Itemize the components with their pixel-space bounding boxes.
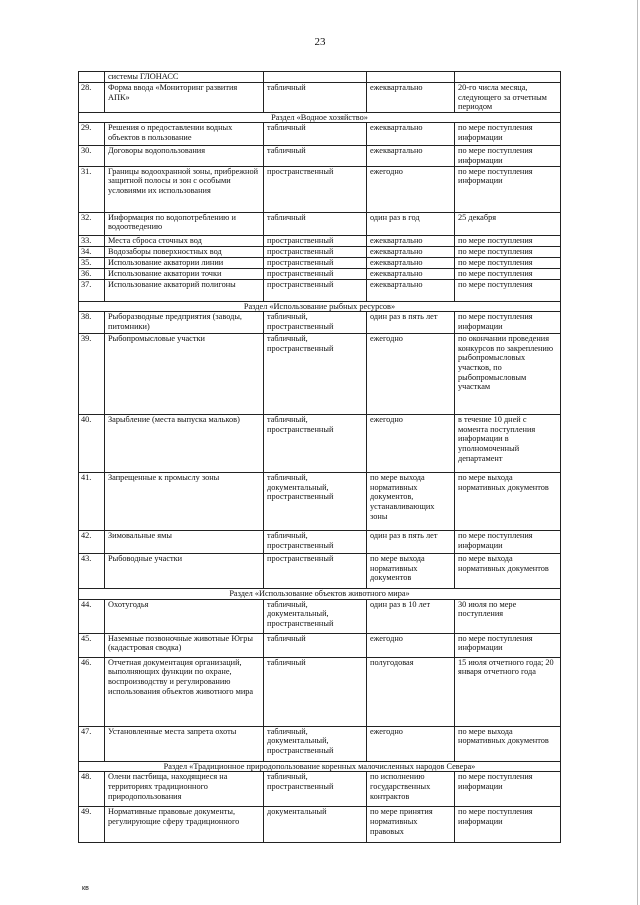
data-format: документальный [264, 807, 367, 843]
section-title: Раздел «Водное хозяйство» [79, 112, 561, 123]
submission-deadline: по мере поступления информации [455, 531, 561, 554]
section-title: Раздел «Использование объектов животного мира» [79, 589, 561, 600]
row-number: 28. [79, 83, 105, 113]
submission-deadline: 15 июля отчетного года; 20 января отчетного года [455, 657, 561, 726]
submission-deadline [455, 72, 561, 83]
table-row [79, 257, 561, 268]
table-row [79, 726, 561, 761]
row-number: 48. [79, 772, 105, 807]
update-frequency [367, 72, 455, 83]
section-header-row [79, 761, 561, 772]
update-frequency: один раз в пять лет [367, 312, 455, 334]
section-header-row [79, 112, 561, 123]
item-name: Рыбоводные участки [105, 554, 264, 589]
update-frequency: ежегодно [367, 334, 455, 415]
table-row [79, 334, 561, 415]
table-row [79, 657, 561, 726]
table-row [79, 235, 561, 246]
data-format: табличный, пространственный [264, 415, 367, 473]
data-format: табличный, пространственный [264, 772, 367, 807]
row-number: 47. [79, 726, 105, 761]
data-format: пространственный [264, 166, 367, 212]
item-name: Границы водоохранной зоны, прибрежной защитной полосы и зон с особыми условиями их использования [105, 166, 264, 212]
table-row [79, 72, 561, 83]
table-row [79, 633, 561, 657]
table-row [79, 246, 561, 257]
item-name: Рыбопромысловые участки [105, 334, 264, 415]
row-number: 45. [79, 633, 105, 657]
submission-deadline: в течение 10 дней с момента поступления информации в уполномоченный департамент [455, 415, 561, 473]
update-frequency: ежеквартально [367, 257, 455, 268]
footer-mark: кв [82, 885, 89, 892]
item-name: Использование акватории линии [105, 257, 264, 268]
row-number: 46. [79, 657, 105, 726]
submission-deadline: по мере поступления информации [455, 633, 561, 657]
row-number: 42. [79, 531, 105, 554]
table-row [79, 279, 561, 301]
item-name: Нормативные правовые документы, регулирующие сферу традиционного [105, 807, 264, 843]
submission-deadline: по мере поступления [455, 235, 561, 246]
submission-deadline: по мере выхода нормативных документов [455, 726, 561, 761]
table-row [79, 599, 561, 633]
table-row [79, 807, 561, 843]
item-name: Места сброса сточных вод [105, 235, 264, 246]
update-frequency: по мере принятия нормативных правовых [367, 807, 455, 843]
submission-deadline: по мере поступления [455, 257, 561, 268]
data-format: табличный, документальный, пространственный [264, 599, 367, 633]
row-number: 37. [79, 279, 105, 301]
row-number: 35. [79, 257, 105, 268]
data-format: пространственный [264, 246, 367, 257]
submission-deadline: по мере поступления информации [455, 146, 561, 166]
data-format [264, 72, 367, 83]
data-format: табличный [264, 212, 367, 235]
submission-deadline: по мере поступления [455, 268, 561, 279]
item-name: Зарыбление (места выпуска мальков) [105, 415, 264, 473]
section-title: Раздел «Использование рыбных ресурсов» [79, 301, 561, 312]
update-frequency: ежегодно [367, 415, 455, 473]
item-name: Олени пастбища, находящиеся на территориях традиционного природопользования [105, 772, 264, 807]
row-number: 36. [79, 268, 105, 279]
update-frequency: по исполнению государственных контрактов [367, 772, 455, 807]
table-row [79, 166, 561, 212]
row-number: 33. [79, 235, 105, 246]
submission-deadline: по окончании проведения конкурсов по закреплению рыбопромысловых участков, по рыбопромысловым участкам [455, 334, 561, 415]
update-frequency: один раз в год [367, 212, 455, 235]
item-name: Охотугодья [105, 599, 264, 633]
item-name: Использование акватории точки [105, 268, 264, 279]
data-format: табличный [264, 657, 367, 726]
update-frequency: ежеквартально [367, 235, 455, 246]
update-frequency: полугодовая [367, 657, 455, 726]
item-name: Использование акваторий полигоны [105, 279, 264, 301]
data-format: пространственный [264, 279, 367, 301]
submission-deadline: по мере поступления информации [455, 807, 561, 843]
item-name: Договоры водопользования [105, 146, 264, 166]
update-frequency: ежеквартально [367, 123, 455, 146]
page-number: 23 [314, 36, 326, 48]
submission-deadline: по мере выхода нормативных документов [455, 473, 561, 531]
submission-deadline: по мере поступления информации [455, 772, 561, 807]
row-number: 39. [79, 334, 105, 415]
item-name: Запрещенные к промыслу зоны [105, 473, 264, 531]
item-name: Зимовальные ямы [105, 531, 264, 554]
update-frequency: один раз в 10 лет [367, 599, 455, 633]
update-frequency: ежеквартально [367, 146, 455, 166]
data-format: табличный [264, 83, 367, 113]
row-number: 31. [79, 166, 105, 212]
update-frequency: ежегодно [367, 166, 455, 212]
update-frequency: ежегодно [367, 633, 455, 657]
item-name: Форма ввода «Мониторинг развития АПК» [105, 83, 264, 113]
data-format: табличный, пространственный [264, 312, 367, 334]
row-number: 49. [79, 807, 105, 843]
scan-edge-line [637, 0, 638, 905]
data-table [78, 71, 561, 843]
data-format: табличный, пространственный [264, 334, 367, 415]
data-format: пространственный [264, 257, 367, 268]
table-row [79, 212, 561, 235]
table-row [79, 123, 561, 146]
row-number: 41. [79, 473, 105, 531]
data-format: табличный [264, 146, 367, 166]
data-format: пространственный [264, 235, 367, 246]
update-frequency: ежеквартально [367, 279, 455, 301]
update-frequency: ежеквартально [367, 268, 455, 279]
submission-deadline: по мере поступления информации [455, 312, 561, 334]
row-number: 32. [79, 212, 105, 235]
submission-deadline: 30 июля по мере поступления [455, 599, 561, 633]
row-number: 29. [79, 123, 105, 146]
update-frequency: один раз в пять лет [367, 531, 455, 554]
table-row [79, 312, 561, 334]
row-number: 44. [79, 599, 105, 633]
update-frequency: по мере выхода нормативных документов, устанавливающих зоны [367, 473, 455, 531]
item-name: Рыборазводные предприятия (заводы, питомники) [105, 312, 264, 334]
item-name: Наземные позвоночные животные Югры (кадастровая сводка) [105, 633, 264, 657]
table-row [79, 83, 561, 113]
submission-deadline: по мере поступления [455, 246, 561, 257]
data-format: табличный, пространственный [264, 531, 367, 554]
data-format: табличный [264, 633, 367, 657]
table-row [79, 531, 561, 554]
submission-deadline: по мере поступления информации [455, 123, 561, 146]
row-number: 43. [79, 554, 105, 589]
update-frequency: ежеквартально [367, 246, 455, 257]
table-row [79, 554, 561, 589]
item-name: Решения о предоставлении водных объектов в пользование [105, 123, 264, 146]
submission-deadline: по мере поступления [455, 279, 561, 301]
item-name: системы ГЛОНАСС [105, 72, 264, 83]
submission-deadline: 20-го числа месяца, следующего за отчетным периодом [455, 83, 561, 113]
data-format: пространственный [264, 554, 367, 589]
update-frequency: по мере выхода нормативных документов [367, 554, 455, 589]
data-format: табличный, документальный, пространственный [264, 473, 367, 531]
item-name: Отчетная документация организаций, выполняющих функции по охране, воспроизводству и регулированию использования объектов животного мира [105, 657, 264, 726]
row-number: 30. [79, 146, 105, 166]
data-table-body [79, 72, 561, 843]
data-format: табличный [264, 123, 367, 146]
row-number: 38. [79, 312, 105, 334]
row-number: 34. [79, 246, 105, 257]
section-title: Раздел «Традиционное природопользование коренных малочисленных народов Севера» [79, 761, 561, 772]
table-row [79, 473, 561, 531]
update-frequency: ежегодно [367, 726, 455, 761]
table-row [79, 772, 561, 807]
update-frequency: ежеквартально [367, 83, 455, 113]
data-format: табличный, документальный, пространственный [264, 726, 367, 761]
submission-deadline: 25 декабря [455, 212, 561, 235]
row-number [79, 72, 105, 83]
item-name: Водозаборы поверхностных вод [105, 246, 264, 257]
submission-deadline: по мере поступления информации [455, 166, 561, 212]
table-row [79, 146, 561, 166]
item-name: Информация по водопотреблению и водоотведению [105, 212, 264, 235]
section-header-row [79, 301, 561, 312]
table-row [79, 268, 561, 279]
data-format: пространственный [264, 268, 367, 279]
section-header-row [79, 589, 561, 600]
row-number: 40. [79, 415, 105, 473]
submission-deadline: по мере выхода нормативных документов [455, 554, 561, 589]
table-row [79, 415, 561, 473]
item-name: Установленные места запрета охоты [105, 726, 264, 761]
